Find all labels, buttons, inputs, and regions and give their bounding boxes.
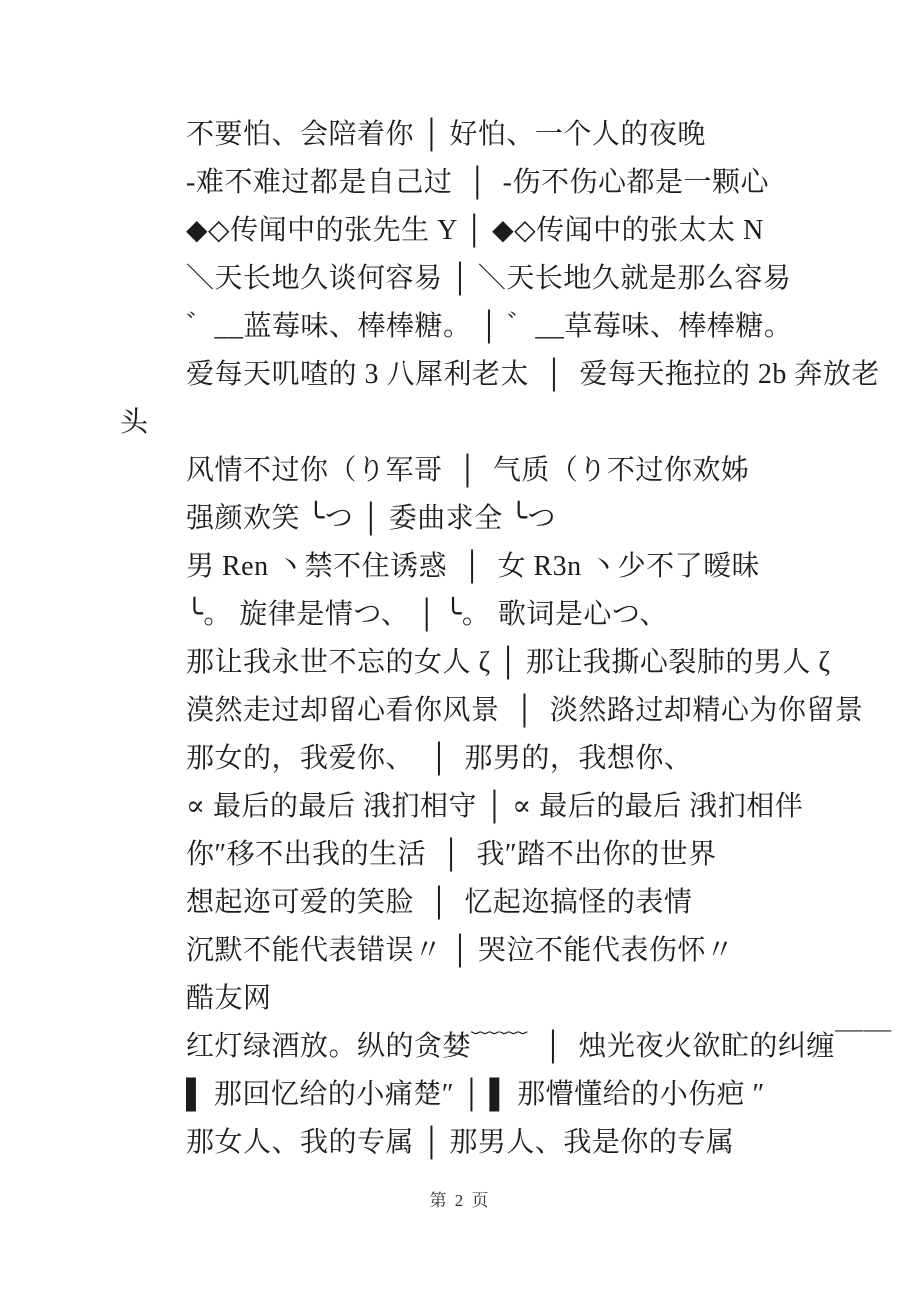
nickname-pair-line: ゛__蓝莓味、棒棒糖。 │ ゛__草莓味、棒棒糖。 xyxy=(186,311,793,342)
nickname-pair-line: ◆◇传闻中的张先生 Y │ ◆◇传闻中的张太太 N xyxy=(186,215,764,246)
nickname-pair-line: 你″移不出我的生活 │ 我″踏不出你的世界 xyxy=(186,839,717,870)
nickname-pair-line: ╰。 旋律是情つ、 │ ╰。 歌词是心つ、 xyxy=(186,599,668,630)
nickname-pair-line: 那女的，我爱你、 │ 那男的，我想你、 xyxy=(186,743,693,774)
nickname-pair-line: 漠然走过却留心看你风景 │ 淡然路过却精心为你留景 xyxy=(186,695,864,726)
nickname-pair-line: 不要怕、会陪着你 │ 好怕、一个人的夜晚 xyxy=(186,119,706,150)
document-body xyxy=(120,111,892,1167)
page-number: 第 2 页 xyxy=(429,1191,491,1210)
nickname-pair-line: ＼天长地久谈何容易 │ ＼天长地久就是那么容易 xyxy=(186,263,792,294)
nickname-pair-line: -难不难过都是自己过 │ -伤不伤心都是一颗心 xyxy=(186,167,769,198)
nickname-pair-line: 强颜欢笑 ╰つ │ 委曲求全 ╰つ xyxy=(186,503,557,534)
nickname-pair-line: 想起迩可爱的笑脸 │ 忆起迩搞怪的表情 xyxy=(186,887,693,918)
nickname-pair-line: 沉默不能代表错误〃 │ 哭泣不能代表伤怀〃 xyxy=(186,935,735,966)
nickname-pair-line: 男 Ren 丶禁不住诱惑 │ 女 R3n 丶少不了暧昧 xyxy=(186,551,761,582)
nickname-pair-line: ▌ 那回忆给的小痛楚″ │ ▌ 那懵懂给的小伤疤 ″ xyxy=(186,1079,765,1110)
nickname-pair-line: 头 xyxy=(120,407,149,438)
nickname-pair-line: 酷友网 xyxy=(186,983,272,1014)
nickname-pair-line: 那让我永世不忘的女人 ζ │ 那让我撕心裂肺的男人 ζ xyxy=(186,647,831,678)
nickname-pair-line: ∝ 最后的最后 涐扪相守 │ ∝ 最后的最后 涐扪相伴 xyxy=(186,791,804,822)
nickname-pair-line: 爱每天叽喳的 3 八犀利老太 │ 爱每天拖拉的 2b 奔放老 xyxy=(186,359,880,390)
nickname-pair-line: 红灯绿酒放。纵的贪婪﹋﹋ │ 烛光夜火欲盳的纠缠￣￣ xyxy=(186,1031,892,1062)
nickname-pair-line: 那女人、我的专属 │ 那男人、我是你的专属 xyxy=(186,1127,735,1158)
nickname-pair-line: 风情不过你（り军哥 │ 气质（り不过你欢姊 xyxy=(186,455,750,486)
